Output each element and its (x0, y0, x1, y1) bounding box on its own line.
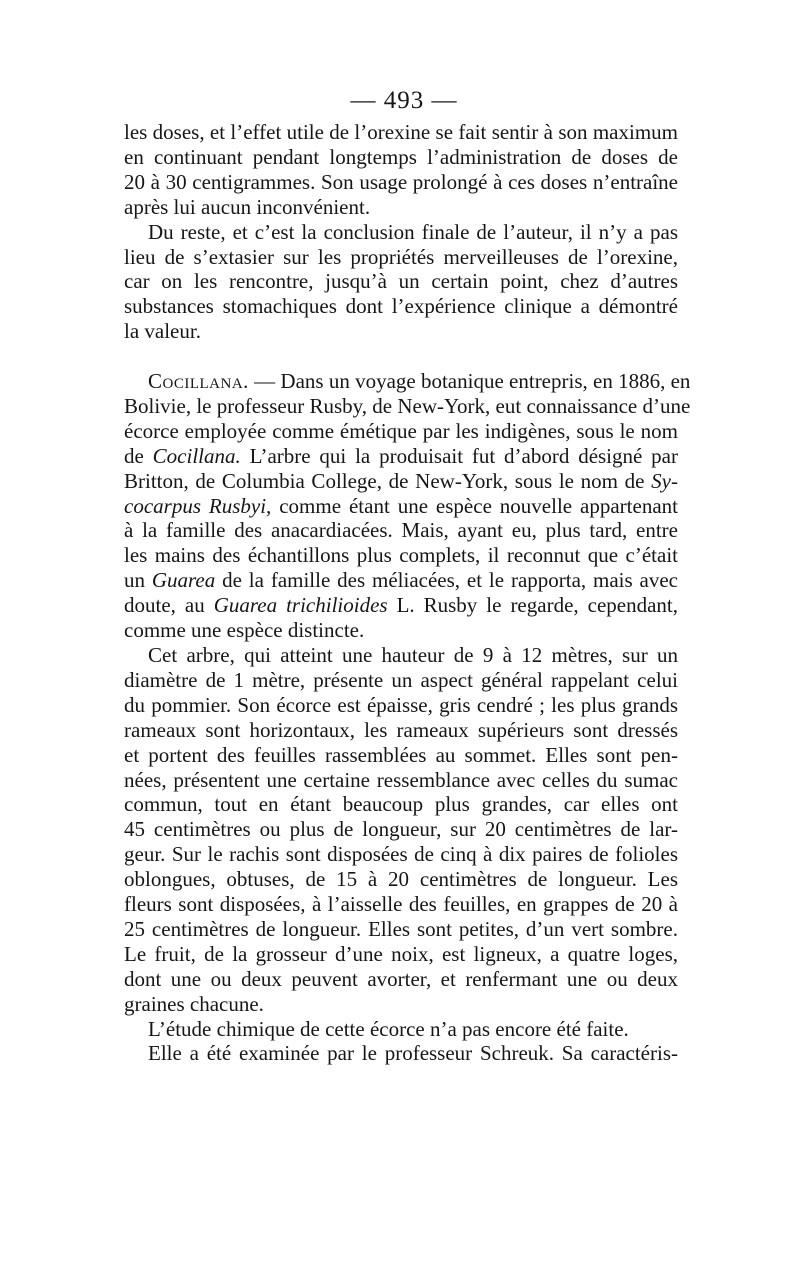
text-line: Elle a été examinée par le professeur Schreuk. Sa caractéris- (148, 1041, 678, 1066)
text-line (124, 369, 691, 394)
text-fragment: — Dans un voyage botanique entrepris, en 1886, en (248, 369, 691, 393)
text-line: la valeur. (124, 319, 201, 344)
italic-term: Guarea trichilioides (213, 593, 388, 618)
text-fragment: comme étant une espèce nouvelle appartenant (271, 493, 678, 518)
text-line: et portent des feuilles rassemblées au sommet. Elles sont pen- (124, 742, 678, 767)
text-line: fleurs sont disposées, à l’aisselle des feuilles, en grappes de 20 à (124, 892, 678, 917)
text-line: substances stomachiques dont l’expérience clinique a démontré (124, 294, 678, 319)
text-line: comme une espèce distincte. (124, 618, 365, 643)
text-line: les mains des échantillons plus complets, il reconnut que c’était (124, 543, 678, 568)
italic-term: Guarea (151, 568, 216, 593)
text-line: lieu de s’extasier sur les propriétés merveilleuses de l’orexine, (124, 244, 678, 269)
paragraph-tree-description (124, 643, 678, 1017)
paragraph-conclusion (124, 220, 678, 345)
text-line: car on les rencontre, jusqu’à un certain point, chez d’autres (124, 269, 678, 294)
text-line: après lui aucun inconvénient. (124, 194, 371, 219)
text-line: dont une ou deux peuvent avorter, et renfermant une ou deux (124, 966, 678, 991)
paragraph-cocillana-intro (124, 369, 691, 643)
text-fragment: L. Rusby le regarde, cependant, (387, 593, 678, 618)
text-line (124, 494, 678, 519)
text-line: Cet arbre, qui atteint une hauteur de 9 à 12 mètres, sur un (148, 642, 678, 667)
text-line: commun, tout en étant beaucoup plus grandes, car elles ont (124, 792, 678, 817)
page-number: — 493 — (350, 87, 458, 114)
paragraph-chemical-study (124, 1017, 678, 1042)
text-line (124, 568, 678, 593)
text-line: Du reste, et c’est la conclusion finale de l’auteur, il n’y a pas (148, 219, 678, 244)
text-line (124, 469, 678, 494)
text-line: diamètre de 1 mètre, présente un aspect général rappelant celui (124, 667, 678, 692)
text-line: graines chacune. (124, 991, 264, 1016)
text-fragment: de la famille des méliacées, et le rapporta, mais avec (215, 568, 679, 593)
text-line: les doses, et l’effet utile de l’orexine se fait sentir à son maximum (124, 120, 678, 144)
text-line (124, 593, 678, 618)
text-line: geur. Sur le rachis sont disposées de cinq à dix paires de folioles (124, 842, 678, 867)
text-line: du pommier. Son écorce est épaisse, gris cendré ; les plus grands (124, 692, 678, 717)
text-fragment: Britton, de Columbia College, de New-York, sous le nom de (124, 468, 652, 493)
text-line: Le fruit, de la grosseur d’une noix, est ligneux, a quatre loges, (124, 941, 678, 966)
text-line: 45 centimètres ou plus de longueur, sur 20 centimètres de lar- (124, 817, 678, 842)
text-line: à la famille des anacardiacées. Mais, ayant eu, plus tard, entre (124, 518, 678, 543)
paragraph-orexine-doses (124, 120, 678, 220)
text-fragment: doute, au (124, 593, 214, 618)
italic-term: Sy- (651, 468, 678, 493)
text-line (124, 444, 678, 469)
paragraph-examination (124, 1041, 678, 1066)
italic-term: Cocillana. (152, 443, 241, 468)
text-fragment: un (124, 568, 152, 593)
cocillana-section (124, 369, 691, 1066)
text-line: 20 à 30 centigrammes. Son usage prolongé à ces doses n’entraîne (124, 169, 678, 194)
text-fragment: de (124, 443, 153, 468)
text-line: Bolivie, le professeur Rusby, de New-York, eut connaissance d’une (124, 393, 691, 418)
text-line: rameaux sont horizontaux, les rameaux supérieurs sont dressés (124, 717, 678, 742)
text-line: oblongues, obtuses, de 15 à 20 centimètres de longueur. Les (124, 867, 678, 892)
text-line: 25 centimètres de longueur. Elles sont petites, d’un vert sombre. (124, 916, 678, 941)
italic-term: cocarpus Rusbyi, (124, 493, 272, 518)
text-line: nées, présentent une certaine ressemblance avec celles du sumac (124, 767, 678, 792)
section-heading-cocillana: Cocillana. (148, 369, 249, 393)
text-line: en continuant pendant longtemps l’administration de doses de (124, 144, 678, 169)
text-fragment: L’arbre qui la produisait fut d’abord désigné par (240, 443, 678, 468)
text-line: L’étude chimique de cette écorce n’a pas encore été faite. (148, 1016, 629, 1041)
text-line: écorce employée comme émétique par les indigènes, sous le nom (124, 418, 678, 443)
top-text-block (124, 120, 678, 344)
